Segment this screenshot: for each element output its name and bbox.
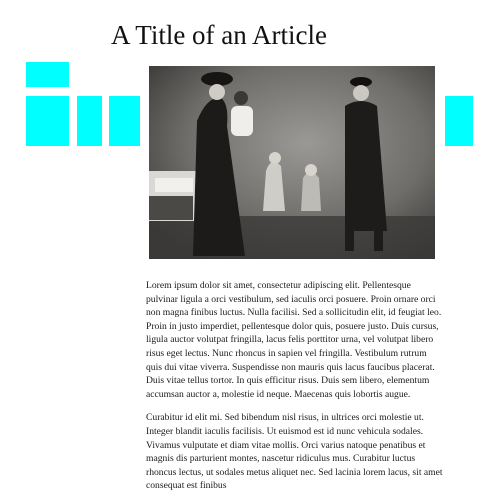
article-title: A Title of an Article [111,20,327,50]
placeholder-block [26,96,69,146]
placeholder-block [77,96,102,146]
article-photo [149,66,435,259]
placeholder-block [109,96,140,146]
article-paragraph: Lorem ipsum dolor sit amet, consectetur adipiscing elit. Pellentesque pulvinar ligula a orci vestibulum, sed iaculis orci posuere. Proin ornare orci non magna finibus luctus. Nulla facilisi. Sed a sollicitudin elit, id feugiat leo. Proin in justo imperdiet, pellentesque dolor quis, posuere justo. Duis cursus, ligula auctor volutpat fringilla, lacus felis porttitor urna, vel volutpat libero risus eget lectus. Nunc rhoncus in sapien vel fringilla. Vestibulum rutrum quis dui vitae viverra. Suspendisse non mauris quis lacus faucibus placerat. Duis vitae tellus tortor. In quis efficitur risus. Duis sem libero, elementum accumsan auctor a, molestie id neque. Maecenas quis lobortis augue. [146,280,442,400]
placeholder-block [445,96,473,146]
article-paragraph: Curabitur id elit mi. Sed bibendum nisl risus, in ultrices orci molestie ut. Integer blandit iaculis facilisis. Ut euismod est id nunc vehicula sodales. Vivamus vulputate et diam vitae mollis. Orci varius natoque penatibus et magnis dis parturient montes, nascetur ridiculus mus. Curabitur luctus rhoncus lectus, ut sodales metus aliquet nec. Sed lacinia lorem lacus, sit amet consequat est finibus [146,412,443,492]
article-body [146,279,444,503]
placeholder-block [26,62,69,87]
